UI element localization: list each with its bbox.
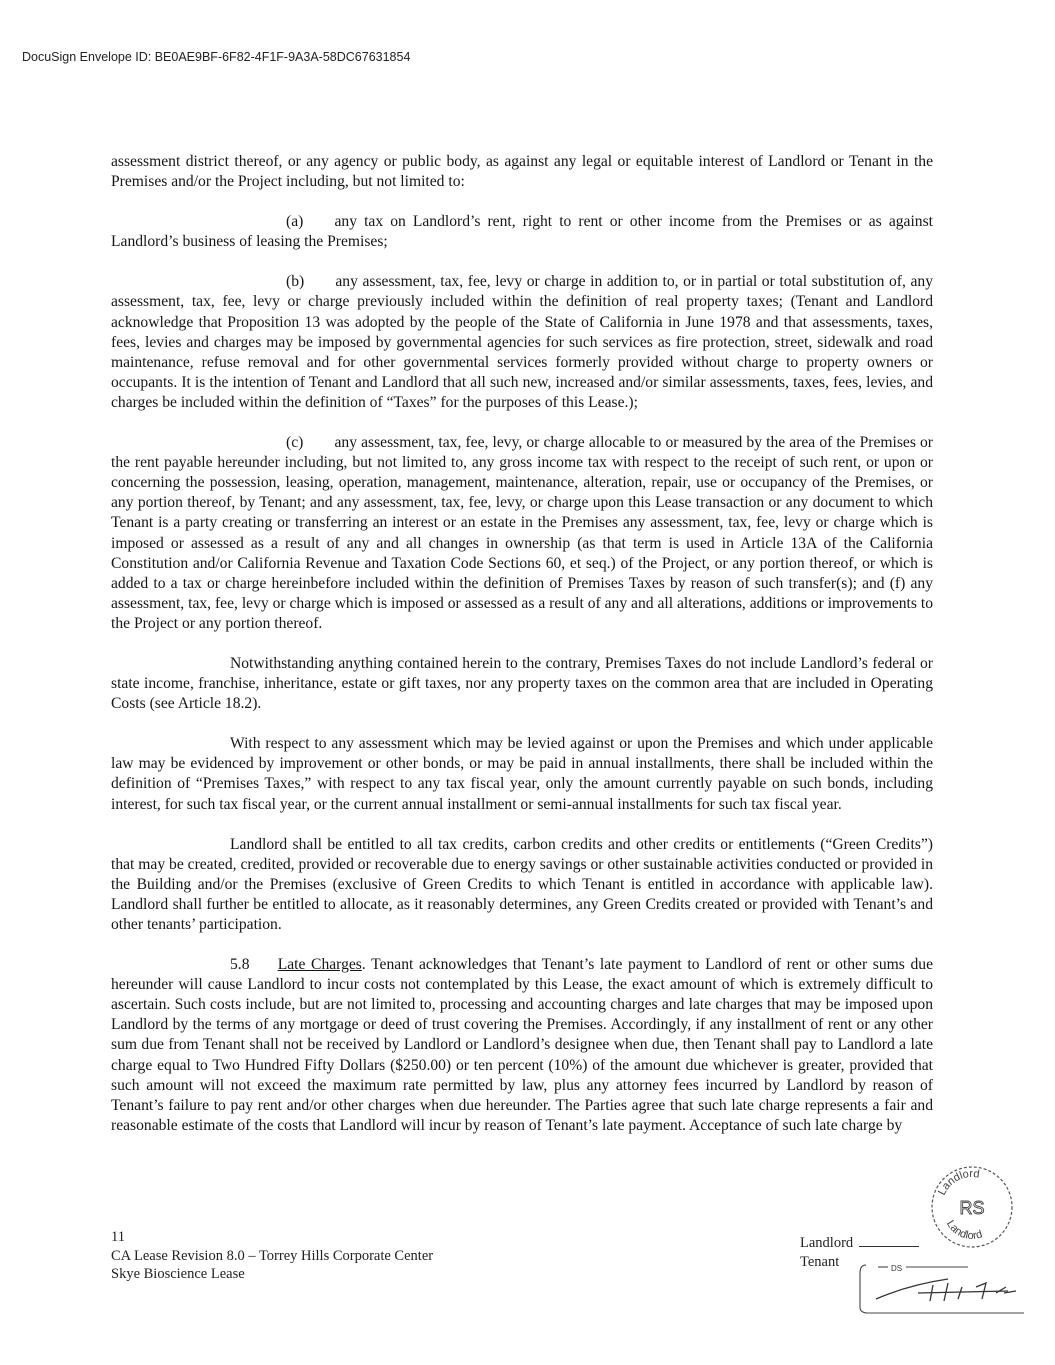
footer-lease-revision: CA Lease Revision 8.0 – Torrey Hills Corporate Center	[111, 1247, 434, 1264]
ds-tag: DS	[891, 1264, 903, 1273]
seal-initials: RS	[959, 1198, 985, 1218]
document-body	[111, 152, 933, 1156]
paragraph-green-credits: Landlord shall be entitled to all tax credits, carbon credits and other credits or entitlements (“Green Credits”) that may be created, credited, provided or recoverable due to energy savings or other sustainable activities conducted or provided in the Building and/or the Premises (exclusive of Green Credits to which Tenant is entitled in accordance with applicable law). Landlord shall further be entitled to allocate, as it reasonably determines, any Green Credits created or provided with Tenant’s and other tenants’ participation.	[111, 835, 933, 933]
landlord-initial-line	[800, 1234, 919, 1253]
paragraph-c: (c) any assessment, tax, fee, levy, or charge allocable to or measured by the area of the Premises or the rent payable hereunder including, but not limited to, any gross income tax with respect to the receipt of such rent, or upon or concerning the possession, leasing, operation, management, maintenance, alteration, repair, use or occupancy of the Premises, or any portion thereof, by Tenant; and any assessment, tax, fee, levy, or charge upon this Lease transaction or any document to which Tenant is a party creating or transferring an interest or an estate in the Premises any assessment, tax, fee, levy or charge which is imposed or assessed as a result of any and all changes in ownership (as that term is used in Article 13A of the California Constitution and/or California Revenue and Taxation Code Sections 60, et seq.) of the Project, or any portion thereof, or which is added to a tax or charge hereinbefore included within the definition of Premises Taxes by reason of such transfer(s); and (f) any assessment, tax, fee, levy or charge which is imposed or assessed as a result of any and all alterations, additions or improvements to the Project or any portion thereof.	[111, 434, 933, 632]
seal-text-top: Landlord	[935, 1167, 981, 1198]
tenant-label: Tenant	[800, 1253, 840, 1270]
tenant-initials-box	[858, 1263, 1028, 1315]
envelope-id: DocuSign Envelope ID: BE0AE9BF-6F82-4F1F-9A3A-58DC67631854	[22, 50, 411, 64]
paragraph-a: (a) any tax on Landlord’s rent, right to rent or other income from the Premises or as against Landlord’s business of leasing the Premises;	[111, 213, 933, 251]
section-body: . Tenant acknowledges that Tenant’s late payment to Landlord of rent or other sums due hereunder will cause Landlord to incur costs not contemplated by this Lease, the exact amount of which is extremely difficult to ascertain. Such costs include, but are not limited to, processing and accounting charges and late charges that may be imposed upon Landlord by the terms of any mortgage or deed of trust covering the Premises. Accordingly, if any installment of rent or any other sum due from Tenant shall not be received by Landlord or Landlord’s designee when due, then Tenant shall pay to Landlord a late charge equal to Two Hundred Fifty Dollars ($250.00) or ten percent (10%) of the amount due whichever is greater, provided that such amount will not exceed the maximum rate permitted by law, plus any attorney fees incurred by Landlord by reason of Tenant’s failure to pay rent and/or other charges when due hereunder. The Parties agree that such late charge represents a fair and reasonable estimate of the costs that Landlord will incur by reason of Tenant’s late payment. Acceptance of such late charge by	[111, 956, 933, 1134]
page-number: 11	[111, 1229, 125, 1245]
paragraph-b: (b) any assessment, tax, fee, levy or charge in addition to, or in partial or total substitution of, any assessment, tax, fee, levy or charge previously included within the definition of real property taxes; (Tenant and Landlord acknowledge that Proposition 13 was adopted by the people of the State of California in June 1978 and that assessments, taxes, fees, levies and charges may be imposed by governmental agencies for such services as fire protection, street, sidewalk and road maintenance, refuse removal and for other governmental services formerly provided without charge to property owners or occupants. It is the intention of Tenant and Landlord that all such new, increased and/or similar assessments, taxes, fees, levies, and charges be included within the definition of “Taxes” for the purposes of this Lease.);	[111, 273, 933, 411]
section-5-8	[111, 955, 933, 1136]
paragraph-intro: assessment district thereof, or any agency or public body, as against any legal or equitable interest of Landlord or Tenant in the Premises and/or the Project including, but not limited to:	[111, 153, 933, 191]
footer-lease-name: Skye Bioscience Lease	[111, 1266, 245, 1282]
tenant-initials-signature	[876, 1279, 1016, 1301]
seal-text-bottom: Landlord	[943, 1218, 984, 1243]
landlord-seal-stamp	[928, 1163, 1016, 1251]
landlord-line	[859, 1234, 919, 1247]
paragraph-notwithstanding: Notwithstanding anything contained herein to the contrary, Premises Taxes do not include Landlord’s federal or state income, franchise, inheritance, estate or gift taxes, nor any property taxes on the common area that are included in Operating Costs (see Article 18.2).	[111, 654, 933, 713]
section-title: Late Charges	[277, 956, 362, 974]
footer-left	[111, 1228, 433, 1284]
paragraph-with-respect: With respect to any assessment which may be levied against or upon the Premises and which under applicable law may be evidenced by improvement or other bonds, or may be paid in annual installments, there shall be included within the definition of “Premises Taxes,” with respect to any tax fiscal year, only the amount currently payable on such bonds, including interest, for such tax fiscal year, or the current annual installment or semi-annual installments for such tax fiscal year.	[111, 735, 933, 813]
section-number: 5.8	[230, 956, 250, 974]
landlord-label: Landlord	[800, 1235, 854, 1251]
